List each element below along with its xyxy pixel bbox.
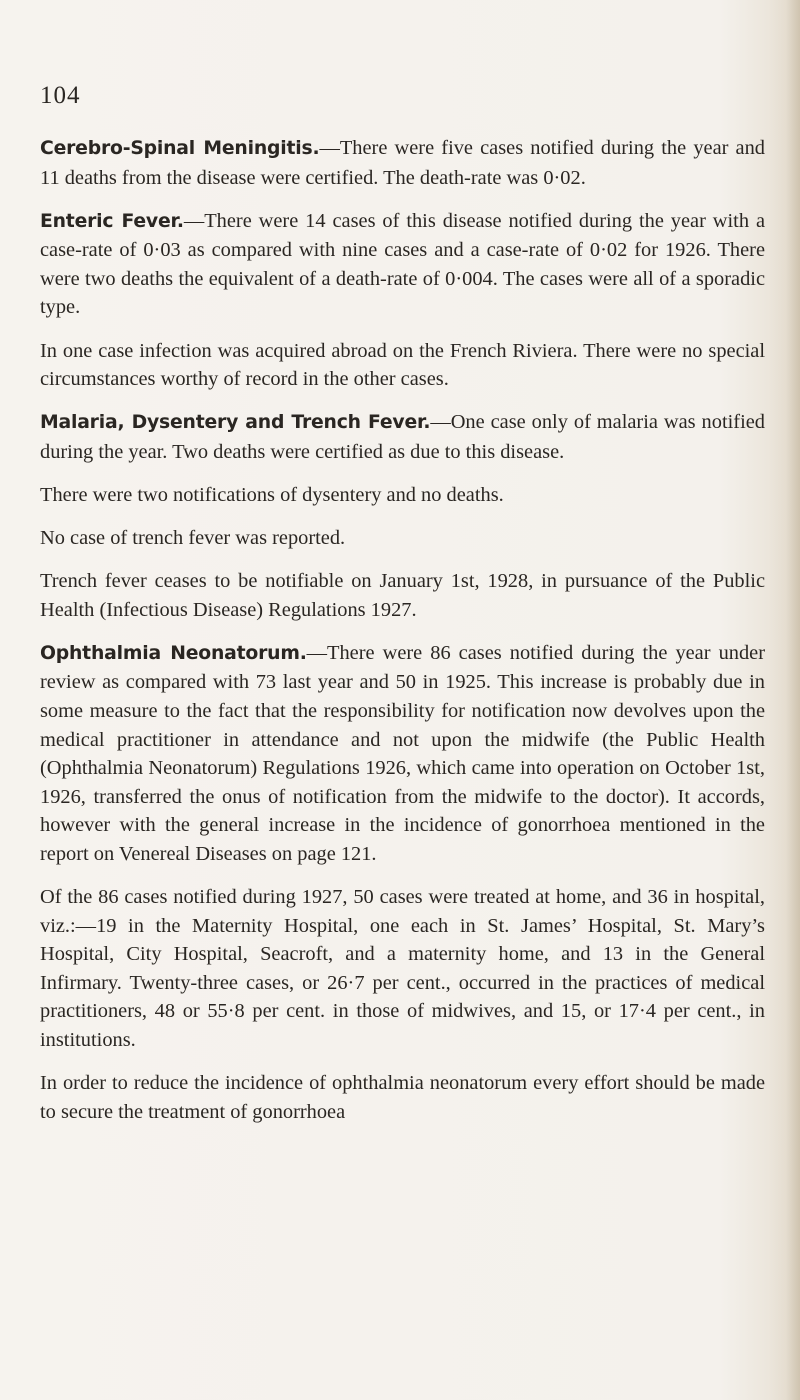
paragraph-ophthalmia-prevention: In order to reduce the incidence of ophthalmia neonatorum every effort should be made to secure the treatment of gonorrhoea	[40, 1072, 765, 1123]
heading-enteric-fever: Enteric Fever.	[40, 210, 184, 232]
paragraph-enteric-fever	[40, 207, 765, 322]
heading-meningitis: Cerebro-Spinal Meningitis.	[40, 138, 320, 159]
heading-ophthalmia-neonatorum: Ophthalmia Neonatorum.	[40, 642, 307, 664]
paragraph-text: —There were five cases notified during the year and 11 deaths from the disease were certified. The death-rate was 0·02.	[40, 137, 766, 189]
paragraph-ophthalmia	[40, 639, 765, 869]
paragraph-malaria	[40, 408, 765, 466]
page-body	[40, 134, 765, 1141]
paragraph-text: —One case only of malaria was notified during the year. Two deaths were certified as due to this disease.	[40, 411, 765, 463]
paragraph-enteric-infection: In one case infection was acquired abroad on the French Riviera. There were no special circumstances worthy of record in the other cases.	[40, 339, 765, 391]
paragraph-ophthalmia-cases: Of the 86 cases notified during 1927, 50 cases were treated at home, and 36 in hospital, viz.:—19 in the Maternity Hospital, one each in St. James’ Hospital, St. Mary’s Hospital, City Hospital, Seacroft, and a maternity home, and 13 in the General Infirmary. Twenty-three cases, or 26·7 per cent., occurred in the practices of medical practitioners, 48 or 55·8 per cent. in those of midwives, and 15, or 17·4 per cent., in institutions.	[40, 886, 765, 1052]
paragraph-text: —There were 14 cases of this disease notified during the year with a case-rate of 0·03 as compared with nine cases and a case-rate of 0·02 for 1926. There were two deaths the equivalent of a death-rate of 0·004. The cases were all of a sporadic type.	[40, 209, 765, 319]
paragraph-text: —There were 86 cases notified during the year under review as compared with 73 last year and 50 in 1925. This increase is probably due in some measure to the fact that the responsibility for notification now devolves upon the medical practitioner in attendance and not upon the midwife (the Public Health (Ophthalmia Neonatorum) Regulations 1926, which came into operation on October 1st, 1926, transferred the onus of notification from the midwife to the doctor). It accords, however with the general increase in the incidence of gonorrhoea mentioned in the report on Venereal Diseases on page 121.	[40, 641, 765, 865]
page-edge-shadow	[786, 0, 800, 1400]
paragraph-dysentery: There were two notifications of dysentery and no deaths.	[40, 483, 504, 506]
page-number: 104	[40, 82, 81, 109]
heading-malaria-dysentery-trench-fever: Malaria, Dysentery and Trench Fever.	[40, 412, 431, 434]
paragraph-trench-fever: No case of trench fever was reported.	[40, 527, 346, 550]
paragraph-trench-fever-regulations: Trench fever ceases to be notifiable on January 1st, 1928, in pursuance of the Public Health (Infectious Disease) Regulations 1927.	[40, 570, 765, 621]
paragraph-meningitis	[40, 134, 765, 192]
